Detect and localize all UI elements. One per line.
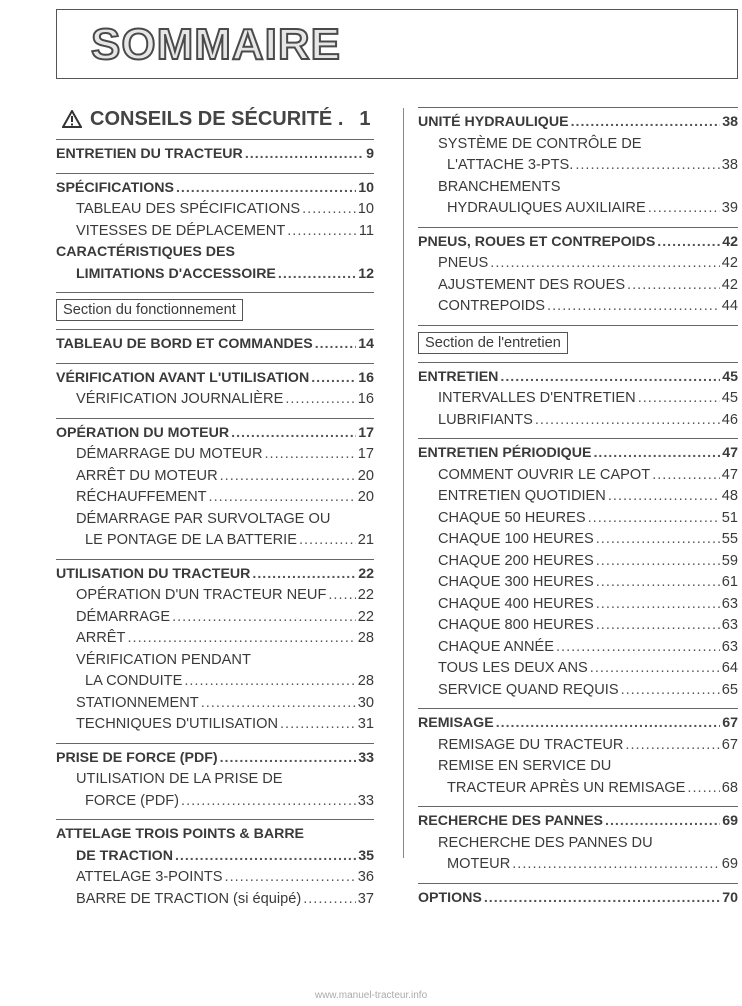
- toc-entry-label: UTILISATION DE LA PRISE DE: [76, 771, 283, 787]
- toc-entry-page: 70: [722, 889, 738, 906]
- toc-entry-page: 10: [358, 179, 374, 196]
- section-label: Section de l'entretien: [418, 332, 568, 354]
- toc-entry[interactable]: [56, 748, 374, 770]
- toc-entry[interactable]: [418, 275, 738, 297]
- toc-entry[interactable]: [56, 368, 374, 390]
- toc-entry-label: L'ATTACHE 3-PTS.: [447, 157, 574, 173]
- toc-entry[interactable]: [418, 232, 738, 254]
- toc-entry-label: CONTREPOIDS: [438, 298, 546, 314]
- leader-dots: [625, 735, 719, 757]
- leader-dots: [657, 232, 720, 254]
- toc-entry-label: RECHERCHE DES PANNES DU: [438, 834, 653, 851]
- toc-entry-page: 33: [358, 749, 374, 766]
- toc-entry-label: VÉRIFICATION JOURNALIÈRE: [76, 391, 284, 407]
- separator: [56, 292, 374, 293]
- toc-entry-page: 21: [357, 532, 374, 548]
- leader-dots: [220, 748, 357, 770]
- toc-entry-label: OPÉRATION DU MOTEUR: [56, 424, 230, 441]
- leader-dots: [687, 778, 719, 800]
- toc-entry-label: VÉRIFICATION AVANT L'UTILISATION: [56, 369, 310, 386]
- toc-entry-page: 22: [357, 608, 374, 625]
- toc-entry[interactable]: [56, 889, 374, 911]
- toc-entry-label: REMISAGE DU TRACTEUR: [438, 736, 624, 753]
- toc-entry-label: SYSTÈME DE CONTRÔLE DE: [438, 135, 642, 152]
- toc-entry-page: 30: [357, 694, 374, 711]
- toc-entry-page: 36: [357, 869, 374, 885]
- toc-group: [56, 140, 374, 169]
- section-label: Section du fonctionnement: [56, 299, 243, 321]
- leader-dots: [127, 628, 355, 650]
- leader-dots: [328, 585, 355, 607]
- toc-entry-page: 44: [721, 298, 738, 314]
- toc-entry[interactable]: [56, 714, 374, 736]
- toc-entry-page: 14: [358, 336, 374, 352]
- toc-entry[interactable]: [418, 367, 738, 389]
- toc-column-right: [418, 103, 738, 912]
- toc-entry[interactable]: [56, 791, 374, 813]
- toc-entry-page: 42: [722, 233, 738, 250]
- toc-entry[interactable]: [418, 594, 738, 616]
- toc-entry-page: 16: [358, 369, 374, 386]
- toc-column-left: [56, 103, 374, 913]
- toc-entry-label: TABLEAU DE BORD ET COMMANDES: [56, 336, 313, 352]
- toc-entry-page: 33: [357, 792, 374, 809]
- toc-entry-page: 63: [721, 617, 738, 633]
- toc-entry-label: CHAQUE 100 HEURES: [438, 531, 594, 547]
- toc-entry-page: 63: [721, 595, 738, 612]
- toc-entry-label: DÉMARRAGE: [76, 608, 171, 625]
- leader-dots: [571, 112, 721, 134]
- toc-entry-page: 42: [721, 276, 738, 293]
- toc-entry[interactable]: [56, 178, 374, 200]
- toc-entry[interactable]: [56, 564, 374, 586]
- leader-dots: [648, 198, 720, 220]
- toc-entry-label: OPTIONS: [418, 889, 482, 906]
- toc-entry-label: PNEUS: [438, 255, 489, 271]
- toc-entry[interactable]: [418, 508, 738, 530]
- toc-entry-page: 35: [358, 847, 374, 864]
- leader-dots: [652, 465, 720, 487]
- toc-entry[interactable]: [418, 486, 738, 508]
- toc-entry[interactable]: [56, 628, 374, 650]
- toc-entry-page: 63: [721, 638, 738, 655]
- footer-watermark: www.manuel-tracteur.info: [314, 990, 428, 1001]
- toc-entry[interactable]: [56, 389, 374, 411]
- leader-dots: [299, 530, 356, 552]
- toc-entry-page: 69: [721, 856, 738, 872]
- toc-entry-label: HYDRAULIQUES AUXILIAIRE: [447, 200, 646, 216]
- leader-dots: [231, 423, 356, 445]
- leader-dots: [490, 253, 719, 275]
- toc-entry-label: PNEUS, ROUES ET CONTREPOIDS: [418, 233, 656, 250]
- toc-entry-label: LA CONDUITE: [85, 673, 183, 689]
- leader-dots: [596, 572, 720, 594]
- leader-dots: [556, 637, 720, 659]
- toc-entry[interactable]: [418, 198, 738, 220]
- toc-entry-label: DÉMARRAGE PAR SURVOLTAGE OU: [76, 510, 331, 527]
- toc-entry-label: CHAQUE 50 HEURES: [438, 509, 586, 526]
- toc-entry[interactable]: [56, 824, 374, 846]
- toc-group: [56, 820, 374, 913]
- safety-page: 1: [359, 107, 371, 130]
- toc-entry-label: CHAQUE 800 HEURES: [438, 617, 594, 633]
- toc-entry[interactable]: [56, 423, 374, 445]
- leader-dots: [593, 443, 720, 465]
- toc-list-left: [56, 139, 374, 913]
- toc-entry-page: 22: [358, 565, 374, 582]
- leader-dots: [280, 714, 356, 736]
- toc-entry-label: VITESSES DE DÉPLACEMENT: [76, 222, 286, 239]
- toc-entry-label: TOUS LES DEUX ANS: [438, 660, 588, 676]
- toc-group: [56, 330, 374, 359]
- leader-dots: [484, 888, 720, 910]
- toc-entry[interactable]: [56, 466, 374, 488]
- toc-entry-page: 11: [358, 222, 374, 239]
- leader-dots: [252, 564, 356, 586]
- toc-entry-label: DÉMARRAGE DU MOTEUR: [76, 446, 263, 462]
- toc-entry-page: 68: [721, 779, 738, 796]
- toc-entry-label: COMMENT OUVRIR LE CAPOT: [438, 466, 651, 483]
- toc-entry-label: CHAQUE 400 HEURES: [438, 595, 594, 612]
- toc-group: [56, 744, 374, 816]
- toc-entry[interactable]: [418, 410, 738, 432]
- toc-entry[interactable]: [56, 199, 374, 221]
- toc-entry-page: 64: [721, 660, 738, 676]
- separator: [418, 325, 738, 326]
- toc-entry[interactable]: [56, 334, 374, 356]
- leader-dots: [588, 508, 720, 530]
- toc-entry-page: 16: [357, 391, 374, 407]
- toc-entry-label: LIMITATIONS D'ACCESSOIRE: [76, 265, 276, 282]
- toc-group: [56, 364, 374, 414]
- leader-dots: [608, 486, 720, 508]
- leader-dots: [172, 607, 356, 629]
- toc-group: [418, 363, 738, 435]
- toc-entry-page: 67: [721, 736, 738, 753]
- toc-entry[interactable]: [418, 637, 738, 659]
- toc-entry-page: 10: [357, 201, 374, 217]
- toc-group: [418, 709, 738, 802]
- leader-dots: [278, 264, 356, 286]
- toc-entry-label: BRANCHEMENTS: [438, 178, 561, 195]
- toc-entry[interactable]: [418, 529, 738, 551]
- toc-entry[interactable]: [56, 693, 374, 715]
- toc-entry-page: 59: [721, 552, 738, 569]
- toc-entry-label: ENTRETIEN DU TRACTEUR: [56, 146, 243, 162]
- leader-dots: [303, 889, 356, 911]
- toc-entry-label: CARACTÉRISTIQUES DES: [56, 244, 235, 260]
- toc-group: [56, 560, 374, 739]
- leader-dots: [302, 199, 356, 221]
- toc-entry-label: ATTELAGE 3-POINTS: [76, 869, 223, 885]
- toc-entry[interactable]: [418, 443, 738, 465]
- toc-entry[interactable]: [418, 296, 738, 318]
- toc-group: [56, 419, 374, 555]
- leader-dots: [176, 178, 356, 200]
- toc-list-right: [418, 107, 738, 912]
- toc-entry-page: 17: [357, 446, 374, 462]
- toc-entry-page: 28: [357, 673, 374, 689]
- leader-dots: [575, 155, 719, 177]
- toc-entry[interactable]: [56, 221, 374, 243]
- toc-entry-label: TECHNIQUES D'UTILISATION: [76, 716, 278, 732]
- toc-entry-label: ENTRETIEN PÉRIODIQUE: [418, 445, 592, 461]
- toc-entry[interactable]: [418, 388, 738, 410]
- toc-entry-label: UNITÉ HYDRAULIQUE: [418, 114, 569, 130]
- toc-entry[interactable]: [56, 487, 374, 509]
- toc-group: [418, 108, 738, 223]
- toc-entry-label: UTILISATION DU TRACTEUR: [56, 565, 251, 582]
- toc-entry[interactable]: [56, 769, 374, 791]
- toc-entry-label: REMISE EN SERVICE DU: [438, 758, 612, 774]
- toc-entry-label: INTERVALLES D'ENTRETIEN: [438, 390, 636, 406]
- toc-entry-label: TRACTEUR APRÈS UN REMISAGE: [447, 779, 686, 796]
- toc-entry[interactable]: [418, 713, 738, 735]
- toc-entry[interactable]: [56, 671, 374, 693]
- toc-group: [418, 228, 738, 321]
- toc-entry-page: 28: [357, 630, 374, 646]
- leader-dots: [596, 551, 720, 573]
- toc-entry[interactable]: [56, 530, 374, 552]
- leader-dots: [638, 388, 720, 410]
- toc-entry-page: 69: [722, 813, 738, 829]
- toc-entry-label: OPÉRATION D'UN TRACTEUR NEUF: [76, 587, 327, 603]
- toc-entry-page: 48: [721, 488, 738, 504]
- safety-label: CONSEILS DE SÉCURITÉ .: [90, 107, 344, 130]
- toc-entry-label: ENTRETIEN: [418, 368, 499, 385]
- toc-entry[interactable]: [56, 264, 374, 286]
- toc-entry[interactable]: [418, 735, 738, 757]
- toc-entry-page: 39: [721, 200, 738, 216]
- leader-dots: [605, 811, 720, 833]
- leader-dots: [285, 389, 355, 411]
- toc-entry[interactable]: [56, 444, 374, 466]
- page-title: SOMMAIRE: [91, 20, 341, 69]
- toc-entry[interactable]: [418, 854, 738, 876]
- leader-dots: [184, 671, 355, 693]
- toc-entry-label: STATIONNEMENT: [76, 694, 199, 711]
- toc-entry[interactable]: [56, 846, 374, 868]
- toc-entry-page: 31: [357, 716, 374, 732]
- leader-dots: [311, 368, 356, 390]
- toc-entry[interactable]: [418, 615, 738, 637]
- toc-group: [418, 439, 738, 704]
- leader-dots: [264, 444, 355, 466]
- toc-entry-label: FORCE (PDF): [85, 792, 180, 809]
- leader-dots: [535, 410, 720, 432]
- toc-entry-page: 22: [357, 587, 374, 603]
- toc-entry-label: ARRÊT DU MOTEUR: [76, 467, 218, 484]
- leader-dots: [315, 334, 357, 356]
- leader-dots: [209, 487, 356, 509]
- toc-entry-label: REMISAGE: [418, 715, 494, 731]
- toc-entry-page: 9: [366, 146, 374, 162]
- toc-entry-label: ATTELAGE TROIS POINTS & BARRE: [56, 826, 305, 842]
- toc-entry-label: RECHERCHE DES PANNES: [418, 813, 603, 829]
- leader-dots: [590, 658, 720, 680]
- leader-dots: [500, 367, 720, 389]
- leader-dots: [201, 693, 356, 715]
- toc-entry[interactable]: [418, 658, 738, 680]
- toc-entry-label: ARRÊT: [76, 630, 126, 646]
- toc-entry-page: 65: [721, 681, 738, 698]
- toc-entry-page: 38: [721, 157, 738, 173]
- warning-triangle-icon: [62, 110, 82, 128]
- toc-entry-page: 47: [721, 466, 738, 483]
- toc-entry-label: MOTEUR: [447, 856, 511, 872]
- toc-entry[interactable]: [418, 756, 738, 778]
- toc-entry-page: 37: [357, 890, 374, 907]
- toc-entry-page: 17: [358, 424, 374, 441]
- leader-dots: [220, 466, 356, 488]
- toc-entry-page: 38: [722, 114, 738, 130]
- leader-dots: [596, 615, 720, 637]
- toc-entry-label: LE PONTAGE DE LA BATTERIE: [85, 532, 297, 548]
- toc-entry-label: DE TRACTION: [76, 847, 173, 864]
- leader-dots: [287, 221, 357, 243]
- toc-entry[interactable]: [418, 177, 738, 199]
- toc-entry[interactable]: [418, 551, 738, 573]
- column-divider: [403, 108, 404, 858]
- toc-entry-page: 67: [722, 715, 738, 731]
- title-box: [56, 9, 738, 79]
- toc-entry-label: SPÉCIFICATIONS: [56, 179, 174, 196]
- leader-dots: [627, 275, 720, 297]
- toc-entry-label: VÉRIFICATION PENDANT: [76, 651, 251, 668]
- safety-heading[interactable]: [62, 103, 374, 135]
- toc-entry-page: 42: [721, 255, 738, 271]
- toc-entry[interactable]: [56, 144, 374, 166]
- toc-entry[interactable]: [418, 253, 738, 275]
- toc-group: [418, 884, 738, 913]
- toc-entry-label: AJUSTEMENT DES ROUES: [438, 276, 626, 293]
- toc-entry-page: 55: [721, 531, 738, 547]
- toc-entry[interactable]: [418, 888, 738, 910]
- toc-entry-label: CHAQUE 200 HEURES: [438, 552, 594, 569]
- toc-entry-page: 51: [721, 509, 738, 526]
- toc-group: [418, 807, 738, 879]
- toc-entry[interactable]: [418, 155, 738, 177]
- toc-entry[interactable]: [418, 680, 738, 702]
- toc-entry[interactable]: [418, 811, 738, 833]
- leader-dots: [181, 791, 356, 813]
- toc-entry[interactable]: [56, 585, 374, 607]
- toc-entry-page: 47: [722, 445, 738, 461]
- toc-entry-label: PRISE DE FORCE (PDF): [56, 749, 218, 766]
- toc-entry-label: TABLEAU DES SPÉCIFICATIONS: [76, 201, 301, 217]
- toc-entry[interactable]: [56, 509, 374, 531]
- toc-entry-page: 12: [358, 265, 374, 282]
- toc-entry[interactable]: [56, 650, 374, 672]
- toc-entry[interactable]: [418, 112, 738, 134]
- toc-entry[interactable]: [56, 242, 374, 264]
- toc-entry-label: ENTRETIEN QUOTIDIEN: [438, 488, 606, 504]
- toc-entry-label: RÉCHAUFFEMENT: [76, 489, 207, 505]
- toc-entry-label: BARRE DE TRACTION (si équipé): [76, 890, 302, 907]
- toc-entry[interactable]: [418, 134, 738, 156]
- leader-dots: [596, 529, 720, 551]
- toc-entry[interactable]: [418, 572, 738, 594]
- toc-entry-label: CHAQUE 300 HEURES: [438, 574, 594, 590]
- leader-dots: [547, 296, 720, 318]
- toc-entry[interactable]: [56, 607, 374, 629]
- toc-entry-label: CHAQUE ANNÉE: [438, 638, 554, 655]
- toc-entry[interactable]: [418, 465, 738, 487]
- toc-entry-page: 61: [721, 574, 738, 590]
- leader-dots: [512, 854, 720, 876]
- leader-dots: [621, 680, 720, 702]
- leader-dots: [175, 846, 356, 868]
- toc-entry-page: 46: [721, 411, 738, 428]
- leader-dots: [245, 144, 364, 166]
- leader-dots: [596, 594, 720, 616]
- toc-entry-label: SERVICE QUAND REQUIS: [438, 681, 619, 698]
- toc-group: [56, 174, 374, 289]
- toc-entry-page: 45: [721, 390, 738, 406]
- toc-entry[interactable]: [56, 867, 374, 889]
- toc-entry[interactable]: [418, 778, 738, 800]
- leader-dots: [225, 867, 356, 889]
- toc-entry-page: 45: [722, 368, 738, 385]
- toc-entry-page: 20: [357, 489, 374, 505]
- toc-entry[interactable]: [418, 833, 738, 855]
- leader-dots: [496, 713, 721, 735]
- toc-entry-label: LUBRIFIANTS: [438, 411, 533, 428]
- toc-entry-page: 20: [357, 467, 374, 484]
